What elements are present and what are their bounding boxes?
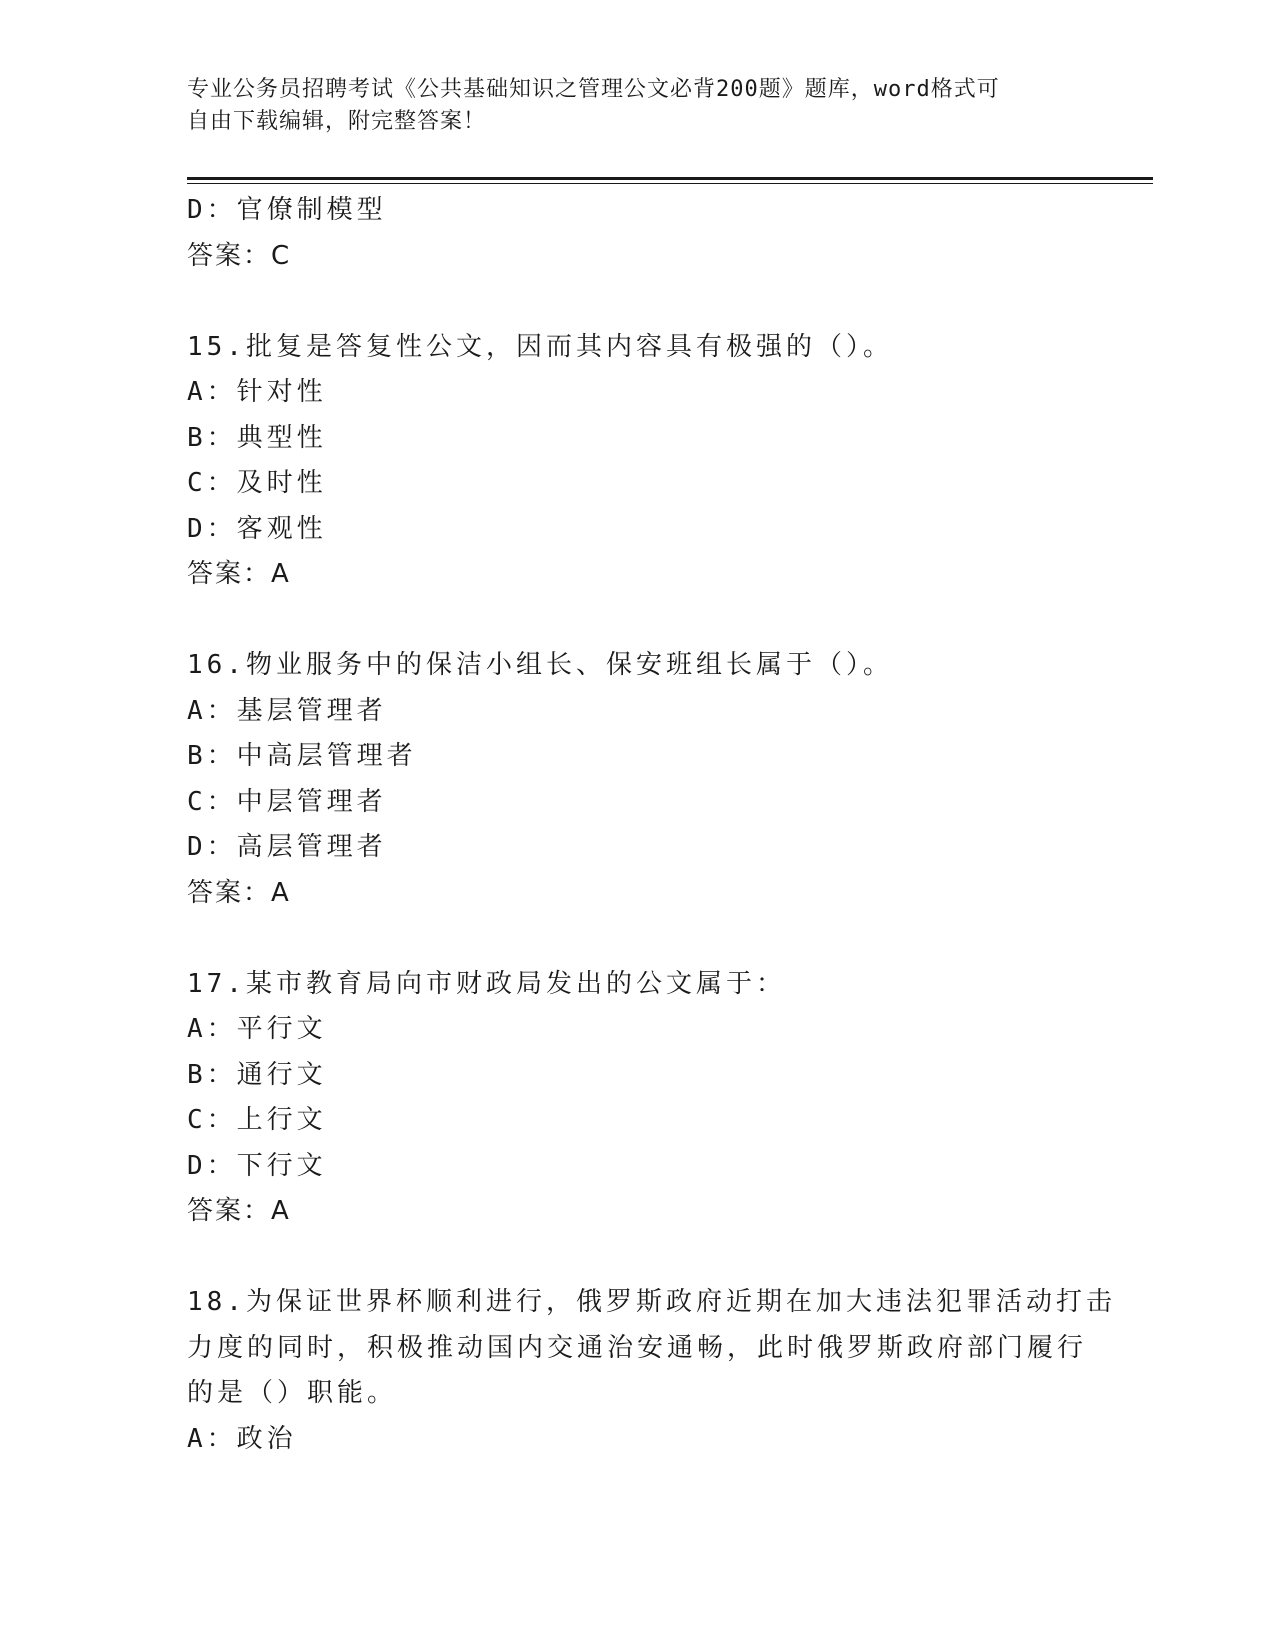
option-a: A：针对性 xyxy=(187,377,327,407)
question-stem-line-1: 18.为保证世界杯顺利进行，俄罗斯政府近期在加大违法犯罪活动打击 xyxy=(187,1287,1116,1317)
question-stem: 17.某市教育局向市财政局发出的公文属于： xyxy=(187,968,786,999)
option-c: C：及时性 xyxy=(187,468,327,498)
question-stem: 16.物业服务中的保洁小组长、保安班组长属于（）。 xyxy=(187,650,893,680)
option-c: C：中层管理者 xyxy=(187,786,387,817)
answer: 答案：A xyxy=(187,559,291,589)
question-stem: 15.批复是答复性公文，因而其内容具有极强的（）。 xyxy=(187,331,893,362)
header-line-2: 自由下载编辑，附完整答案！ xyxy=(187,109,487,134)
option-a: A：政治 xyxy=(187,1423,297,1454)
spacer xyxy=(187,279,1087,325)
answer: 答案：A xyxy=(187,1196,291,1226)
spacer xyxy=(187,598,1087,644)
option-d: D：客观性 xyxy=(187,513,327,544)
question-stem-line-2: 力度的同时，积极推动国内交通治安通畅，此时俄罗斯政府部门履行 xyxy=(187,1332,1088,1363)
option-d: D：高层管理者 xyxy=(187,832,387,862)
header-divider-thin xyxy=(187,183,1153,184)
spacer xyxy=(187,1235,1087,1281)
question-17 xyxy=(187,962,1087,1235)
header-divider-thick xyxy=(187,177,1153,180)
header-line-1: 专业公务员招聘考试《公共基础知识之管理公文必背200题》题库，word格式可 xyxy=(187,77,1000,102)
question-18 xyxy=(187,1280,1116,1462)
question-15 xyxy=(187,325,1087,598)
option-b: B：通行文 xyxy=(187,1059,327,1090)
spacer xyxy=(187,916,1087,962)
option-b: B：典型性 xyxy=(187,422,327,453)
question-list xyxy=(187,188,1116,1462)
document-header xyxy=(187,74,1067,138)
option-c: C：上行文 xyxy=(187,1105,327,1135)
option-a: A：基层管理者 xyxy=(187,695,387,726)
answer: 答案：A xyxy=(187,877,291,908)
option-d: D：下行文 xyxy=(187,1150,327,1181)
option-b: B：中高层管理者 xyxy=(187,741,417,771)
option-d: D：官僚制模型 xyxy=(187,195,387,225)
question-stem-line-3: 的是（）职能。 xyxy=(187,1378,398,1408)
question-16 xyxy=(187,643,1087,916)
option-a: A：平行文 xyxy=(187,1014,327,1044)
answer: 答案：C xyxy=(187,240,292,271)
